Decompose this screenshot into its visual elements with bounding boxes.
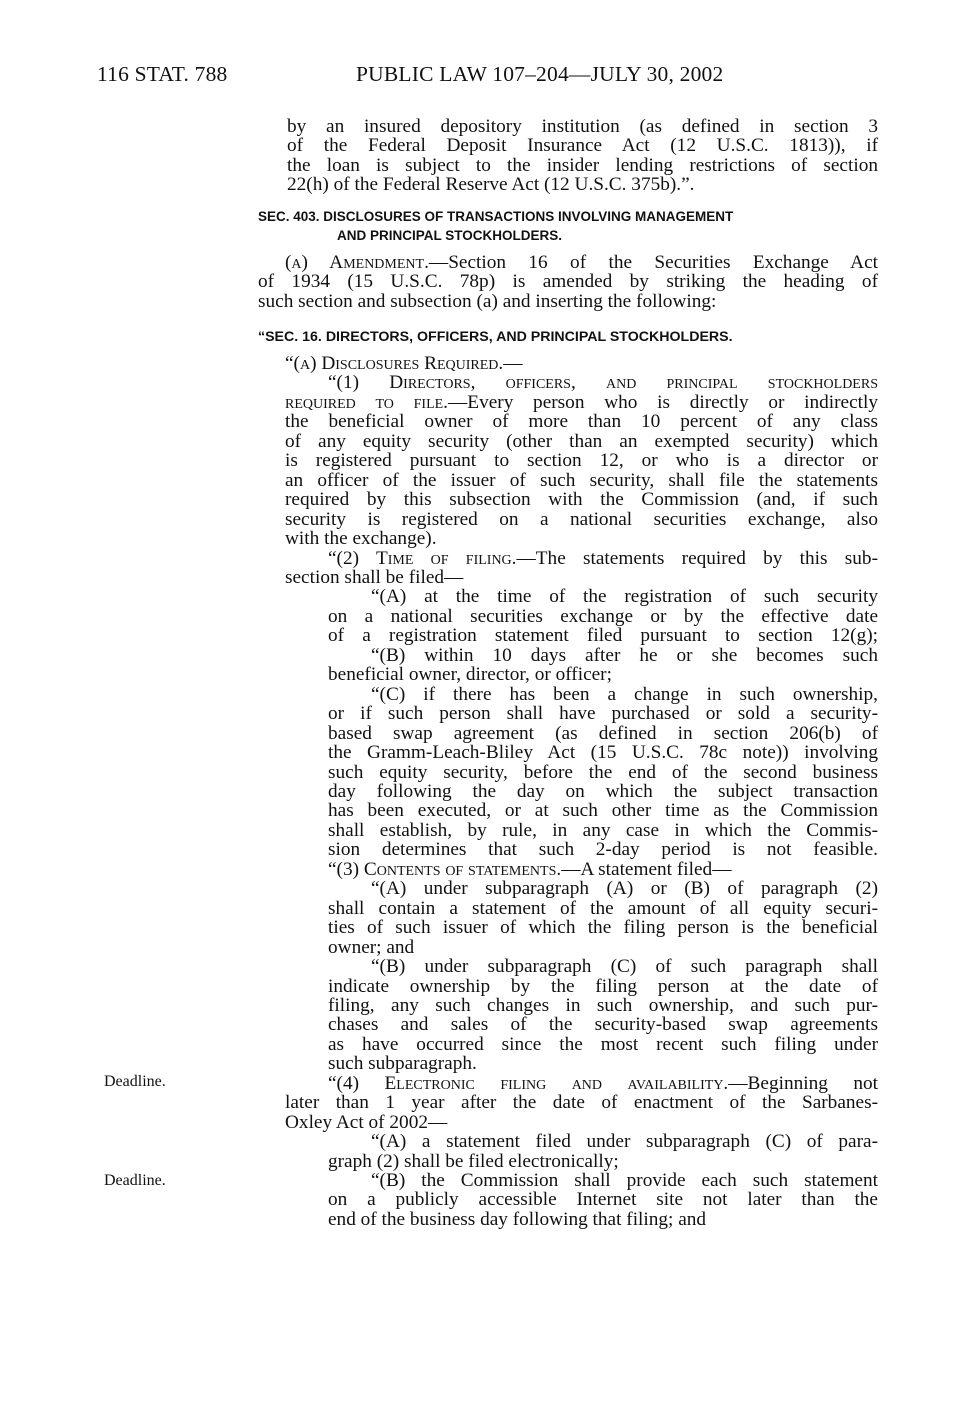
text-line: the beneficial owner of more than 10 percent of any class: [285, 411, 878, 433]
text-line: such section and subsection (a) and inserting the following:: [258, 290, 717, 312]
text-line: shall establish, by rule, in any case in which the Commis-: [328, 819, 878, 841]
paragraph-2-heading: “(2) Time of filing.—The statements required by this sub-: [328, 547, 878, 569]
subparagraph-3A: “(A) under subparagraph (A) or (B) of paragraph (2): [371, 878, 878, 900]
text-line: indicate ownership by the filing person at the date of: [328, 975, 878, 997]
text-line: based swap agreement (as defined in section 206(b) of: [328, 722, 878, 744]
text-line: by an insured depository institution (as defined in section 3: [287, 116, 878, 137]
text-line: later than 1 year after the date of enactment of the Sarbanes-: [285, 1092, 878, 1114]
text-line: is registered pursuant to section 12, or who is a director or: [285, 450, 878, 472]
text-line: the Gramm-Leach-Bliley Act (15 U.S.C. 78c note)) involving: [328, 742, 878, 764]
text-line: required by this subsection with the Commission (and, if such: [285, 489, 878, 511]
text-line: of the Federal Deposit Insurance Act (12 U.S.C. 1813)), if: [287, 135, 878, 157]
text-line: such subparagraph.: [328, 1053, 477, 1075]
text-line: graph (2) shall be filed electronically;: [328, 1150, 619, 1172]
text-line: shall contain a statement of the amount of all equity securi-: [328, 897, 878, 919]
opening-paragraph: [287, 117, 878, 195]
text-line: section shall be filed—: [285, 566, 464, 588]
text-line: as have occurred since the most recent such filing under: [328, 1033, 878, 1055]
subparagraph-4B: “(B) the Commission shall provide each such statement: [371, 1170, 878, 1192]
text-line: beneficial owner, director, or officer;: [328, 664, 612, 686]
paragraph-4-heading: “(4) Electronic filing and availability.—Beginning not: [328, 1072, 879, 1094]
paragraph-1-heading: “(1) Directors, officers, and principal stockholders: [328, 372, 878, 394]
section-16-heading: “SEC. 16. DIRECTORS, OFFICERS, AND PRINCIPAL STOCKHOLDERS.: [258, 329, 733, 345]
subsection-a-heading: “(a) Disclosures Required.—: [285, 353, 523, 374]
text-line: chases and sales of the security-based swap agreements: [328, 1014, 878, 1036]
text-line: ties of such issuer of which the filing person is the beneficial: [328, 917, 878, 939]
text-line: Oxley Act of 2002—: [285, 1111, 448, 1133]
text-line: on a publicly accessible Internet site not later than the: [328, 1189, 878, 1211]
text-line: or if such person shall have purchased or sold a security-: [328, 703, 878, 725]
section-16-body: [258, 354, 878, 1229]
text-line: 22(h) of the Federal Reserve Act (12 U.S.C. 375b).”.: [287, 174, 695, 196]
subparagraph-2C: “(C) if there has been a change in such ownership,: [371, 683, 878, 705]
text-line: filing, any such changes in such ownership, and such pur-: [328, 994, 878, 1016]
text-line: with the exchange).: [285, 528, 437, 550]
text-line: of 1934 (15 U.S.C. 78p) is amended by striking the heading of: [258, 271, 878, 293]
subparagraph-4A: “(A) a statement filed under subparagraph (C) of para-: [371, 1131, 878, 1153]
text-line: on a national securities exchange or by the effective date: [328, 605, 878, 627]
text-line: of any equity security (other than an exempted security) which: [285, 430, 878, 452]
margin-note-deadline: Deadline.: [104, 1073, 166, 1090]
text-line: security is registered on a national securities exchange, also: [285, 508, 878, 530]
subparagraph-2B: “(B) within 10 days after he or she becomes such: [371, 644, 878, 666]
text-line: day following the day on which the subject transaction: [328, 780, 878, 802]
text-line: the loan is subject to the insider lending restrictions of section: [287, 154, 878, 176]
text-line: owner; and: [328, 936, 415, 958]
amendment-paragraph: [258, 253, 878, 311]
law-title: PUBLIC LAW 107–204—JULY 30, 2002: [356, 62, 724, 86]
section-403-heading: SEC. 403. DISCLOSURES OF TRANSACTIONS INVOLVING MANAGEMENT: [258, 209, 734, 224]
page-reference: 116 STAT. 788: [97, 62, 228, 86]
section-403-heading-cont: AND PRINCIPAL STOCKHOLDERS.: [337, 228, 563, 243]
amendment-label: (a) Amendment.: [285, 252, 429, 273]
text-line: an officer of the issuer of such security, shall file the statements: [285, 469, 878, 491]
subparagraph-3B: “(B) under subparagraph (C) of such paragraph shall: [371, 956, 878, 978]
subparagraph-2A: “(A) at the time of the registration of such security: [371, 586, 878, 608]
text-line: such equity security, before the end of the second business: [328, 761, 878, 783]
text-line: end of the business day following that filing; and: [328, 1208, 707, 1230]
margin-note-deadline: Deadline.: [104, 1172, 166, 1189]
text-line: has been executed, or at such other time as the Commission: [328, 800, 878, 822]
paragraph-3-heading: “(3) Contents of statements.—A statement filed—: [328, 858, 732, 880]
text-line: required to file.—Every person who is directly or indirectly: [285, 391, 878, 413]
text-line: sion determines that such 2-day period is not feasible.: [328, 839, 878, 861]
text-line: (a) Amendment.—Section 16 of the Securities Exchange Act: [285, 252, 878, 273]
text-line: of a registration statement filed pursuant to section 12(g);: [328, 625, 878, 647]
